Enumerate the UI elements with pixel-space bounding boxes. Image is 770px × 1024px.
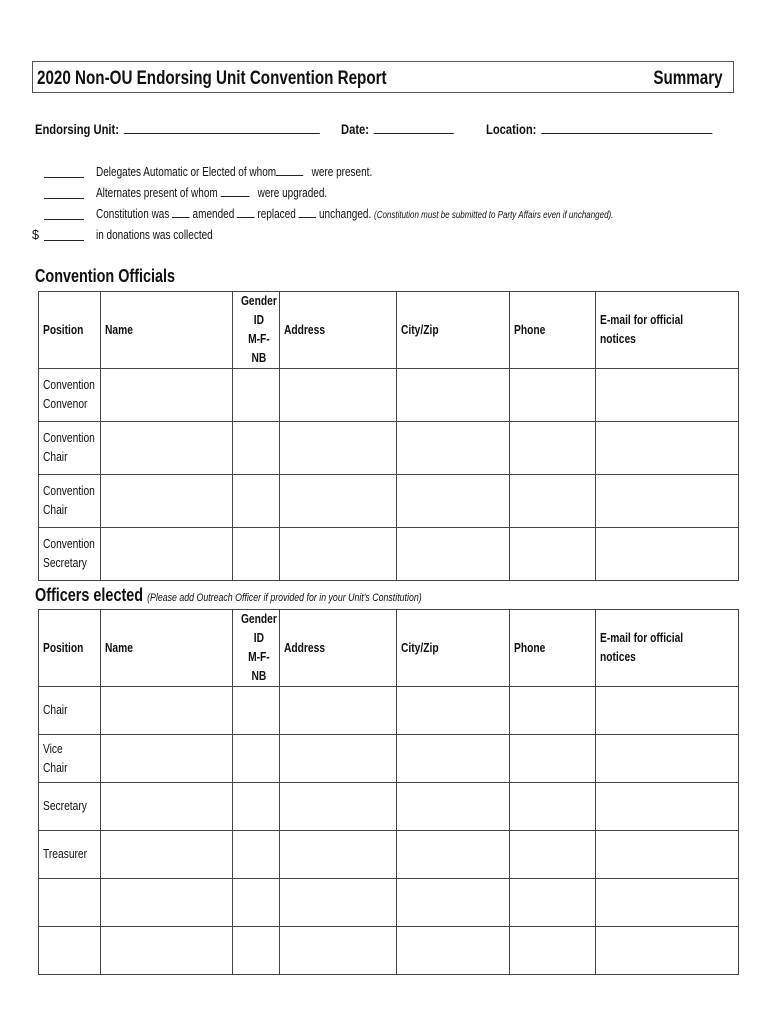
name-cell[interactable] bbox=[101, 528, 233, 581]
table-row bbox=[39, 831, 739, 879]
email-cell[interactable] bbox=[596, 422, 739, 475]
alternates-text: Alternates present of whom bbox=[96, 186, 218, 200]
constitution-note: (Constitution must be submitted to Party Affairs even if unchanged). bbox=[374, 210, 614, 221]
cityzip-cell[interactable] bbox=[397, 369, 510, 422]
amended-text: amended bbox=[192, 207, 235, 221]
header-gender: Gender ID M-F-NB bbox=[233, 610, 280, 687]
constitution-blank[interactable] bbox=[44, 219, 84, 220]
address-cell[interactable] bbox=[280, 879, 397, 927]
location-label: Location: bbox=[486, 121, 537, 137]
report-title: 2020 Non-OU Endorsing Unit Convention Report bbox=[37, 68, 387, 89]
cityzip-cell[interactable] bbox=[397, 687, 510, 735]
replaced-text: replaced bbox=[257, 207, 296, 221]
dollar-sign: $ bbox=[32, 228, 39, 242]
summary-label: Summary bbox=[653, 68, 723, 89]
gender-cell[interactable] bbox=[233, 927, 280, 975]
address-cell[interactable] bbox=[280, 735, 397, 783]
header-name: Name bbox=[101, 610, 233, 687]
email-cell[interactable] bbox=[596, 687, 739, 735]
phone-cell[interactable] bbox=[510, 879, 596, 927]
position-cell: Convention Convenor bbox=[39, 369, 101, 422]
header-phone: Phone bbox=[510, 610, 596, 687]
name-cell[interactable] bbox=[101, 369, 233, 422]
header-name: Name bbox=[101, 292, 233, 369]
cityzip-cell[interactable] bbox=[397, 879, 510, 927]
endorsing-unit-blank[interactable] bbox=[124, 121, 320, 134]
header-cityzip: City/Zip bbox=[397, 292, 510, 369]
delegates-text-end: were present. bbox=[311, 165, 373, 179]
email-cell[interactable] bbox=[596, 831, 739, 879]
table-row bbox=[39, 927, 739, 975]
officers-header-row bbox=[39, 610, 739, 687]
cityzip-cell[interactable] bbox=[397, 475, 510, 528]
officers-note: (Please add Outreach Officer if provided for in your Unit's Constitution) bbox=[147, 592, 422, 604]
unchanged-text: unchanged. bbox=[318, 207, 372, 221]
email-cell[interactable] bbox=[596, 927, 739, 975]
phone-cell[interactable] bbox=[510, 475, 596, 528]
amended-blank[interactable] bbox=[172, 207, 190, 218]
gender-cell[interactable] bbox=[233, 831, 280, 879]
email-cell[interactable] bbox=[596, 735, 739, 783]
delegates-count-blank[interactable] bbox=[44, 177, 84, 178]
header-gender: Gender ID M-F-NB bbox=[233, 292, 280, 369]
name-cell[interactable] bbox=[101, 422, 233, 475]
table-row bbox=[39, 783, 739, 831]
header-position: Position bbox=[39, 292, 101, 369]
location-blank[interactable] bbox=[541, 121, 712, 134]
header-email: E-mail for official notices bbox=[596, 610, 739, 687]
endorsing-unit-field[interactable] bbox=[35, 121, 391, 137]
officials-table bbox=[38, 291, 739, 581]
position-cell: Convention Chair bbox=[39, 422, 101, 475]
phone-cell[interactable] bbox=[510, 735, 596, 783]
phone-cell[interactable] bbox=[510, 422, 596, 475]
delegates-text: Delegates Automatic or Elected of whom bbox=[96, 165, 277, 179]
donations-blank[interactable] bbox=[44, 240, 84, 241]
gender-cell[interactable] bbox=[233, 783, 280, 831]
position-cell: Convention Secretary bbox=[39, 528, 101, 581]
address-cell[interactable] bbox=[280, 927, 397, 975]
gender-cell[interactable] bbox=[233, 422, 280, 475]
name-cell[interactable] bbox=[101, 831, 233, 879]
header-position: Position bbox=[39, 610, 101, 687]
donations-text: in donations was collected bbox=[96, 228, 213, 242]
cityzip-cell[interactable] bbox=[397, 735, 510, 783]
unchanged-blank[interactable] bbox=[299, 207, 317, 218]
phone-cell[interactable] bbox=[510, 831, 596, 879]
email-cell[interactable] bbox=[596, 528, 739, 581]
table-row bbox=[39, 475, 739, 528]
name-cell[interactable] bbox=[101, 927, 233, 975]
date-blank[interactable] bbox=[374, 121, 454, 134]
address-cell[interactable] bbox=[280, 528, 397, 581]
address-cell[interactable] bbox=[280, 369, 397, 422]
alternates-upgraded-blank[interactable] bbox=[221, 186, 250, 197]
gender-cell[interactable] bbox=[233, 369, 280, 422]
cityzip-cell[interactable] bbox=[397, 927, 510, 975]
address-cell[interactable] bbox=[280, 831, 397, 879]
officers-title: Officers elected bbox=[35, 585, 144, 605]
email-cell[interactable] bbox=[596, 369, 739, 422]
replaced-blank[interactable] bbox=[237, 207, 255, 218]
delegates-present-blank[interactable] bbox=[276, 165, 303, 176]
title-box bbox=[32, 61, 734, 93]
location-field[interactable] bbox=[486, 121, 769, 137]
officers-section-title bbox=[35, 585, 518, 606]
name-cell[interactable] bbox=[101, 879, 233, 927]
phone-cell[interactable] bbox=[510, 783, 596, 831]
header-phone: Phone bbox=[510, 292, 596, 369]
position-cell: Secretary bbox=[39, 783, 101, 831]
officers-table bbox=[38, 609, 739, 975]
position-cell: Convention Chair bbox=[39, 475, 101, 528]
position-cell: Chair bbox=[39, 687, 101, 735]
email-cell[interactable] bbox=[596, 879, 739, 927]
alternates-text-end: were upgraded. bbox=[257, 186, 328, 200]
address-cell[interactable] bbox=[280, 422, 397, 475]
gender-cell[interactable] bbox=[233, 687, 280, 735]
gender-cell[interactable] bbox=[233, 735, 280, 783]
header-cityzip: City/Zip bbox=[397, 610, 510, 687]
cityzip-cell[interactable] bbox=[397, 422, 510, 475]
table-row bbox=[39, 422, 739, 475]
gender-cell[interactable] bbox=[233, 879, 280, 927]
cityzip-cell[interactable] bbox=[397, 831, 510, 879]
officials-header-row bbox=[39, 292, 739, 369]
date-label: Date: bbox=[341, 121, 370, 137]
table-row bbox=[39, 687, 739, 735]
phone-cell[interactable] bbox=[510, 369, 596, 422]
header-address: Address bbox=[280, 292, 397, 369]
cityzip-cell[interactable] bbox=[397, 528, 510, 581]
position-cell[interactable] bbox=[39, 879, 101, 927]
phone-cell[interactable] bbox=[510, 528, 596, 581]
name-cell[interactable] bbox=[101, 735, 233, 783]
position-cell: Treasurer bbox=[39, 831, 101, 879]
address-cell[interactable] bbox=[280, 687, 397, 735]
position-cell[interactable] bbox=[39, 927, 101, 975]
header-address: Address bbox=[280, 610, 397, 687]
endorsing-unit-label: Endorsing Unit: bbox=[35, 121, 119, 137]
date-field[interactable] bbox=[341, 121, 482, 137]
name-cell[interactable] bbox=[101, 475, 233, 528]
gender-cell[interactable] bbox=[233, 475, 280, 528]
phone-cell[interactable] bbox=[510, 687, 596, 735]
constitution-text: Constitution was bbox=[96, 207, 170, 221]
address-cell[interactable] bbox=[280, 475, 397, 528]
officials-section-title: Convention Officials bbox=[35, 266, 176, 286]
table-row bbox=[39, 879, 739, 927]
alternates-count-blank[interactable] bbox=[44, 198, 84, 199]
phone-cell[interactable] bbox=[510, 927, 596, 975]
name-cell[interactable] bbox=[101, 783, 233, 831]
table-row bbox=[39, 735, 739, 783]
name-cell[interactable] bbox=[101, 687, 233, 735]
email-cell[interactable] bbox=[596, 475, 739, 528]
position-cell: Vice Chair bbox=[39, 735, 101, 783]
table-row bbox=[39, 528, 739, 581]
address-cell[interactable] bbox=[280, 783, 397, 831]
gender-cell[interactable] bbox=[233, 528, 280, 581]
cityzip-cell[interactable] bbox=[397, 783, 510, 831]
email-cell[interactable] bbox=[596, 783, 739, 831]
table-row bbox=[39, 369, 739, 422]
header-email: E-mail for official notices bbox=[596, 292, 739, 369]
